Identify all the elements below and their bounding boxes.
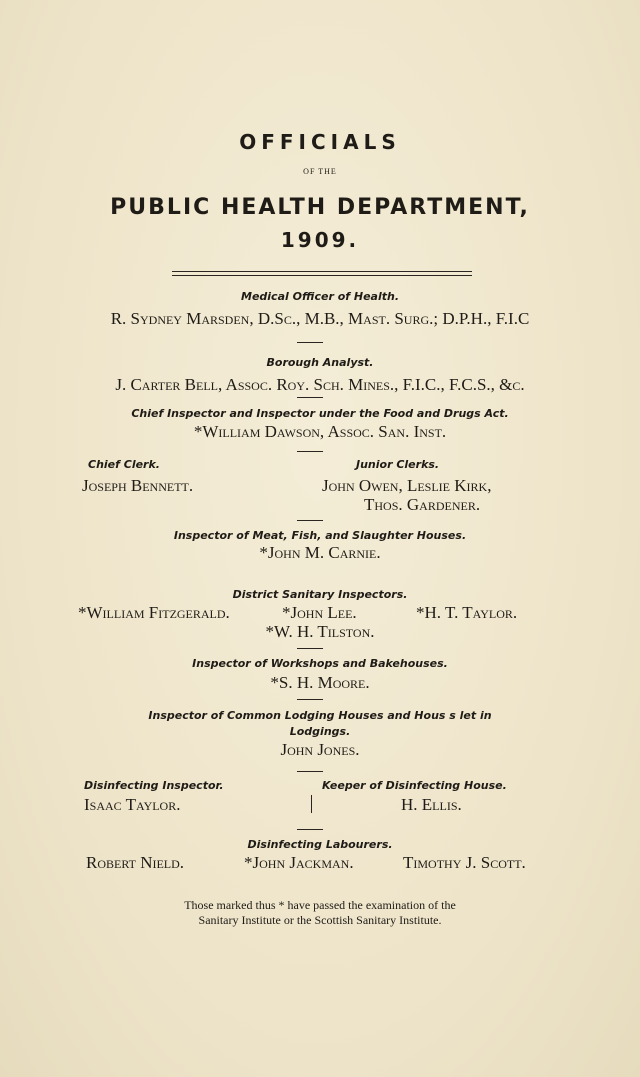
labourer-name: Timothy J. Scott. [403, 853, 526, 872]
chief-inspector-name: *William Dawson, Assoc. San. Inst. [193, 422, 447, 441]
meat-inspector-name: *John M. Carnie. [259, 543, 381, 562]
section-divider [297, 342, 323, 343]
section-divider [297, 451, 323, 452]
header-rule-top [172, 271, 472, 272]
page-title: OFFICIALS [239, 130, 401, 154]
lodging-inspector-role: Inspector of Common Lodging Houses and Hous s let in [148, 709, 492, 722]
analyst-role: Borough Analyst. [266, 356, 374, 369]
junior-clerks-names: John Owen, Leslie Kirk, [322, 476, 492, 495]
chief-clerk-role: Chief Clerk. [88, 458, 160, 471]
workshops-inspector-name: *S. H. Moore. [270, 673, 370, 692]
meat-inspector-role: Inspector of Meat, Fish, and Slaughter Houses. [173, 529, 467, 542]
workshops-inspector-role: Inspector of Workshops and Bakehouses. [192, 657, 448, 670]
district-inspector-name: *W. H. Tilston. [265, 622, 375, 641]
footnote-line: Those marked thus * have passed the examination of the [184, 898, 456, 912]
section-divider [297, 397, 323, 398]
disinfecting-house-keeper-role: Keeper of Disinfecting House. [322, 779, 507, 792]
medical-officer-role: Medical Officer of Health. [241, 290, 399, 303]
header-rule-bottom [172, 275, 472, 276]
disinfecting-inspector-name: Isaac Taylor. [84, 795, 181, 814]
analyst-name: J. Carter Bell, Assoc. Roy. Sch. Mines., F.I.C., F.C.S., &c. [115, 375, 525, 394]
disinfecting-house-keeper-name: H. Ellis. [401, 795, 462, 814]
chief-inspector-role: Chief Inspector and Inspector under the Food and Drugs Act. [131, 407, 509, 420]
junior-clerks-names-continued: Thos. Gardener. [364, 495, 481, 514]
labourers-role: Disinfecting Labourers. [247, 838, 393, 851]
chief-clerk-name: Joseph Bennett. [82, 476, 194, 495]
section-divider [297, 699, 323, 700]
district-inspector-name: *William Fitzgerald. [78, 603, 230, 622]
lodging-inspector-name: John Jones. [280, 740, 360, 759]
section-divider [297, 648, 323, 649]
disinfecting-inspector-role: Disinfecting Inspector. [84, 779, 224, 792]
junior-clerks-role: Junior Clerks. [356, 458, 440, 471]
lodging-inspector-role-continued: Lodgings. [289, 725, 351, 738]
labourer-name: *John Jackman. [244, 853, 354, 872]
district-inspector-name: *John Lee. [282, 603, 357, 622]
department-heading: PUBLIC HEALTH DEPARTMENT, [110, 195, 530, 220]
section-divider [297, 829, 323, 830]
subtitle-of-the: OF THE [303, 167, 337, 176]
district-inspector-name: *H. T. Taylor. [416, 603, 518, 622]
section-divider [297, 771, 323, 772]
column-separator [311, 795, 312, 813]
district-inspectors-role: District Sanitary Inspectors. [232, 588, 408, 601]
labourer-name: Robert Nield. [86, 853, 185, 872]
year-heading: 1909. [280, 228, 360, 252]
footnote-line: Sanitary Institute or the Scottish Sanitary Institute. [198, 913, 442, 927]
section-divider [297, 520, 323, 521]
medical-officer-name: R. Sydney Marsden, D.Sc., M.B., Mast. Surg.; D.P.H., F.I.C [110, 309, 530, 328]
